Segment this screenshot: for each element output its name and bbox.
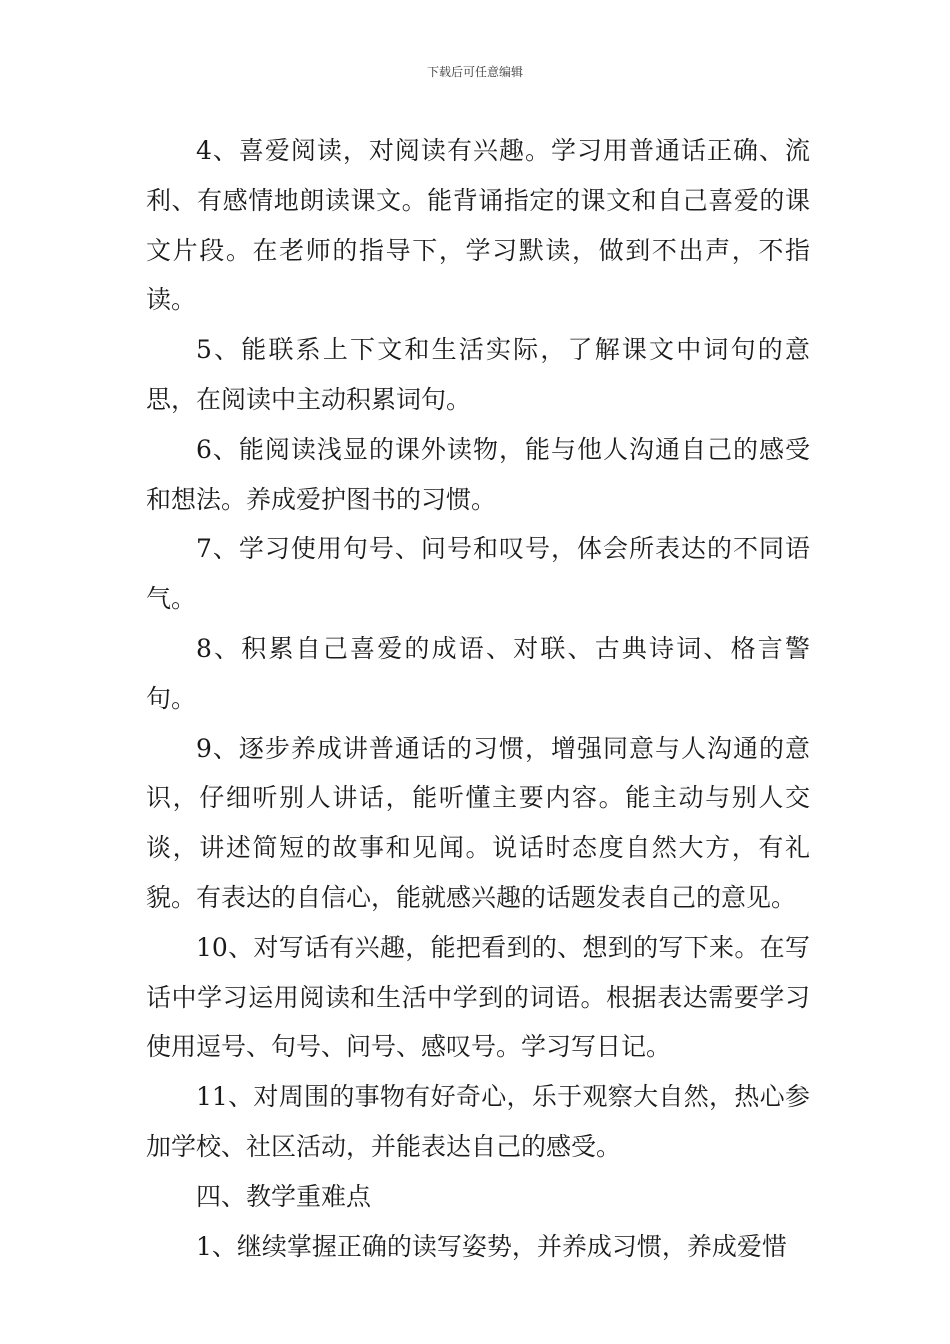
- paragraph-reading-goal-6: 6、能阅读浅显的课外读物，能与他人沟通自己的感受和想法。养成爱护图书的习惯。: [146, 434, 810, 514]
- page-header-note: 下载后可任意编辑: [426, 65, 523, 79]
- paragraph-speaking-goal-9: 9、逐步养成讲普通话的习惯，增强同意与人沟通的意识，仔细听别人讲话，能听懂主要内容。能主动与别人交谈，讲述简短的故事和见闻。说话时态度自然大方，有礼貌。有表达的自信心，能就感兴趣的话题发表自己的意见。: [146, 733, 810, 912]
- paragraph-reading-goal-4: 4、喜爱阅读，对阅读有兴趣。学习用普通话正确、流利、有感情地朗读课文。能背诵指定的课文和自己喜爱的课文片段。在老师的指导下，学习默读，做到不出声，不指读。: [146, 136, 810, 315]
- paragraph-activity-goal-11: 11、对周围的事物有好奇心，乐于观察大自然，热心参加学校、社区活动，并能表达自己的感受。: [146, 1082, 810, 1161]
- document-body: [146, 126, 810, 1271]
- paragraph-focus-item-1: 1、继续掌握正确的读写姿势，并养成习惯，养成爱惜: [196, 1231, 787, 1261]
- paragraph-punctuation-goal-7: 7、学习使用句号、问号和叹号，体会所表达的不同语气。: [146, 534, 810, 614]
- section-heading-teaching-focus: 四、教学重难点: [196, 1181, 372, 1211]
- paragraph-accumulation-goal-8: 8、积累自己喜爱的成语、对联、古典诗词、格言警句。: [146, 633, 810, 713]
- paragraph-reading-goal-5: 5、能联系上下文和生活实际，了解课文中词句的意思，在阅读中主动积累词句。: [146, 335, 810, 414]
- paragraph-writing-goal-10: 10、对写话有兴趣，能把看到的、想到的写下来。在写话中学习运用阅读和生活中学到的词语。根据表达需要学习使用逗号、句号、问号、感叹号。学习写日记。: [146, 932, 810, 1062]
